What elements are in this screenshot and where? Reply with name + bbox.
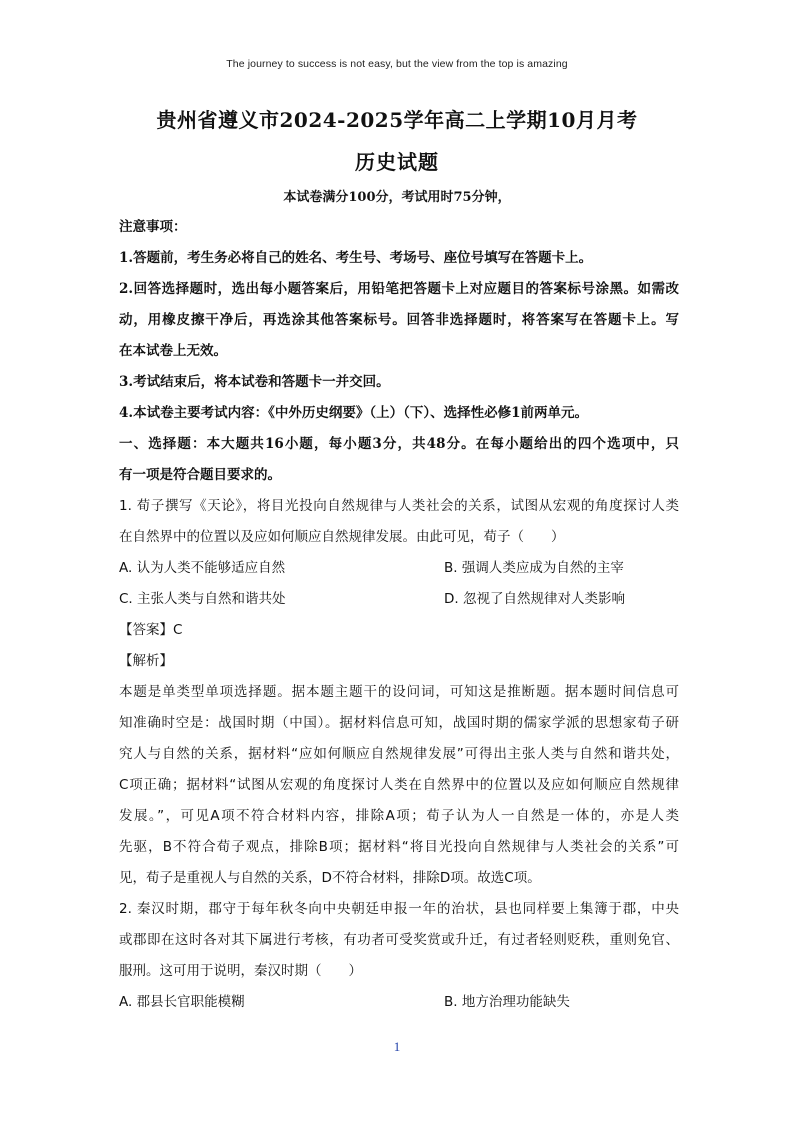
q2-stem-line-1: 2. 秦汉时期，郡守于每年秋冬向中央朝廷申报一年的治状，县也同样要上集簿于郡，中央	[119, 901, 679, 917]
note-item-2-line-2: 动，用橡皮擦干净后，再选涂其他答案标号。回答非选择题时，将答案写在答题卡上。写	[119, 312, 679, 328]
q1-answer: 【答案】C	[119, 622, 183, 638]
q2-stem-line-2: 或郡即在这时各对其下属进行考核，有功者可受奖赏或升迁，有过者轻则贬秩，重则免官、	[119, 932, 679, 948]
q2-stem-line-3: 服刑。这可用于说明，秦汉时期（ ）	[119, 963, 362, 979]
section-heading-line-2: 有一项是符合题目要求的。	[119, 467, 281, 483]
q1-stem-line-1: 1. 荀子撰写《天论》，将目光投向自然规律与人类社会的关系，试图从宏观的角度探讨人类	[119, 498, 679, 514]
note-item-2-line-3: 在本试卷上无效。	[119, 343, 227, 359]
exam-meta: 本试卷满分100分，考试用时75分钟，	[283, 190, 511, 205]
notes-block	[119, 212, 679, 491]
note-item-1: 1.答题前，考生务必将自己的姓名、考生号、考场号、座位号填写在答题卡上。	[119, 250, 593, 266]
page-number: 1	[393, 1039, 401, 1054]
q2-option-b: B. 地方治理功能缺失	[444, 994, 570, 1010]
q1-options-row-2	[119, 584, 679, 615]
section-heading-line-1: 一、选择题：本大题共16小题，每小题3分，共48分。在每小题给出的四个选项中，只	[119, 436, 679, 452]
q1-analysis-line-1: 本题是单类型单项选择题。据本题主题干的设问词，可知这是推断题。据本题时间信息可	[119, 684, 679, 700]
question-2	[119, 894, 679, 1018]
q1-analysis-line-4: C项正确；据材料“试图从宏观的角度探讨人类在自然界中的位置以及应如何顺应自然规律	[119, 777, 679, 793]
q1-analysis-line-3: 究人与自然的关系，据材料“应如何顺应自然规律发展”可得出主张人类与自然和谐共处，	[119, 746, 679, 762]
exam-subject: 历史试题	[355, 150, 439, 174]
notes-heading: 注意事项：	[119, 219, 187, 235]
question-1	[119, 491, 679, 894]
q1-option-a: A. 认为人类不能够适应自然	[119, 560, 286, 576]
exam-title: 贵州省遵义市2024-2025学年高二上学期10月月考	[156, 108, 638, 132]
q1-options-row-1	[119, 553, 679, 584]
q1-analysis-line-5: 发展。”，可见A项不符合材料内容，排除A项；荀子认为人一自然是一体的，亦是人类	[119, 808, 679, 824]
q1-option-c: C. 主张人类与自然和谐共处	[119, 591, 286, 607]
q2-options-row-1	[119, 987, 679, 1018]
q1-stem-line-2: 在自然界中的位置以及应如何顺应自然规律发展。由此可见，荀子（ ）	[119, 529, 565, 545]
q1-option-d: D. 忽视了自然规律对人类影响	[444, 591, 625, 607]
q1-analysis-line-6: 先驱，B不符合荀子观点，排除B项；据材料“将目光投向自然规律与人类社会的关系”可	[119, 839, 679, 855]
note-item-3: 3.考试结束后，将本试卷和答题卡一并交回。	[119, 374, 390, 390]
q1-analysis-line-2: 知准确时空是：战国时期（中国）。据材料信息可知，战国时期的儒家学派的思想家荀子研	[119, 715, 679, 731]
note-item-2-line-1: 2.回答选择题时，选出每小题答案后，用铅笔把答题卡上对应题目的答案标号涂黑。如需改	[119, 281, 679, 297]
q1-analysis-heading: 【解析】	[119, 653, 173, 669]
q1-option-b: B. 强调人类应成为自然的主宰	[444, 560, 624, 576]
q2-option-a: A. 郡县长官职能模糊	[119, 994, 245, 1010]
q1-analysis-line-7: 见，荀子是重视人与自然的关系，D不符合材料，排除D项。故选C项。	[119, 870, 541, 886]
note-item-4: 4.本试卷主要考试内容：《中外历史纲要》（上）（下）、选择性必修1前两单元。	[119, 405, 588, 421]
header-motto: The journey to success is not easy, but the view from the top is amazing	[226, 58, 568, 70]
